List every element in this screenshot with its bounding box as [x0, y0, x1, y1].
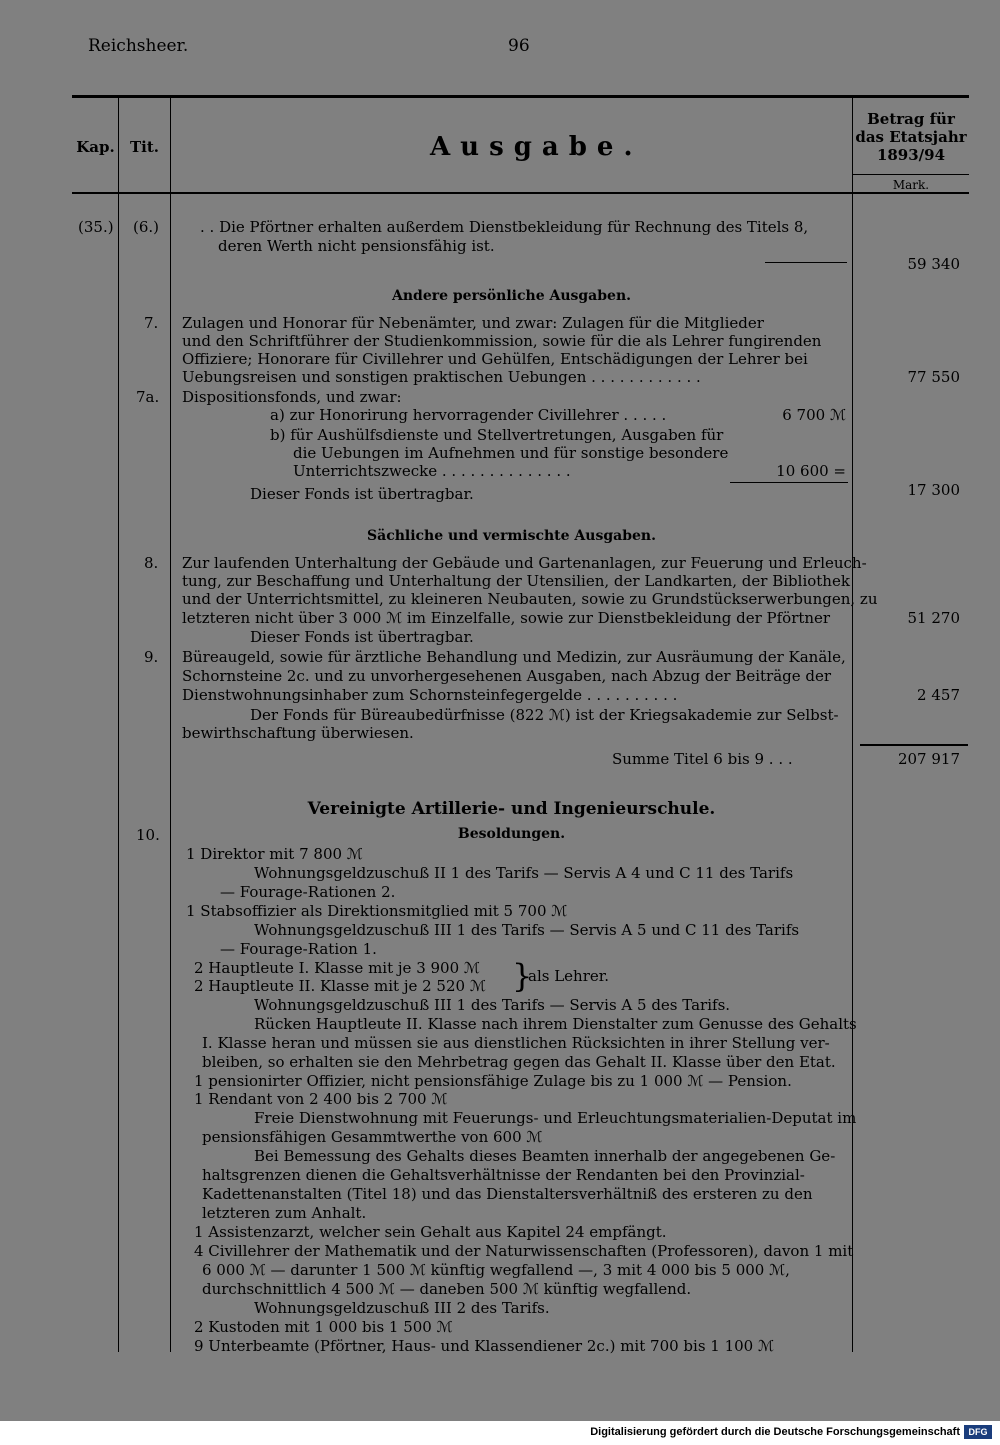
section-subheading: Besoldungen.: [457, 826, 566, 842]
text-line: bleiben, so erhalten sie den Mehrbetrag gegen das Gehalt II. Klasse über den Etat.: [202, 1053, 836, 1071]
table-top-rule: [72, 95, 969, 98]
text-line: Dieser Fonds ist übertragbar.: [250, 485, 474, 503]
text-line: 6 000 ℳ — darunter 1 500 ℳ künftig wegfallend —, 3 mit 4 000 bis 5 000 ℳ,: [202, 1261, 790, 1279]
running-head: Reichsheer.: [88, 36, 189, 56]
text-line: Uebungsreisen und sonstigen praktischen Uebungen . . . . . . . . . . . .: [182, 368, 701, 386]
text-line: 1 Assistenzarzt, welcher sein Gehalt aus Kapitel 24 empfängt.: [194, 1223, 667, 1241]
sub-amount: 10 600 =: [776, 462, 846, 480]
page-number: 96: [508, 36, 530, 56]
text-line: a) zur Honorirung hervorragender Civillehrer . . . . .: [270, 406, 667, 424]
section-heading: Vereinigte Artillerie- und Ingenieurschule.: [307, 799, 716, 819]
text-line: 1 pensionirter Offizier, nicht pensionsfähige Zulage bis zu 1 000 ℳ — Pension.: [194, 1072, 792, 1090]
text-line: Freie Dienstwohnung mit Feuerungs- und Erleuchtungsmaterialien-Deputat im: [254, 1109, 857, 1127]
footer-bar: [0, 1421, 1000, 1445]
header-mark: Mark.: [892, 178, 930, 192]
tit-number: 10.: [136, 826, 160, 844]
sum-label: Summe Titel 6 bis 9 . . .: [612, 750, 793, 768]
text-line: Dieser Fonds ist übertragbar.: [250, 628, 474, 646]
kap-number: (35.): [78, 218, 114, 236]
footer-credit: Digitalisierung gefördert durch die Deutsche Forschungsgemeinschaft: [590, 1426, 960, 1438]
amount: 59 340: [907, 255, 960, 273]
header-betrag-1: Betrag für: [867, 110, 955, 128]
header-ausgabe: Ausgabe.: [430, 132, 643, 162]
text-line: 1 Direktor mit 7 800 ℳ: [186, 845, 363, 863]
text-line: Dispositionsfonds, und zwar:: [182, 388, 402, 406]
column-rule-kap: [118, 97, 119, 1352]
header-betrag-3: 1893/94: [876, 146, 946, 164]
sub-sum-rule: [730, 482, 848, 483]
text-line: b) für Aushülfsdienste und Stellvertretungen, Ausgaben für: [270, 426, 724, 444]
tit-number: 7a.: [136, 388, 160, 406]
text-line: 1 Rendant von 2 400 bis 2 700 ℳ: [194, 1090, 448, 1108]
text-line: durchschnittlich 4 500 ℳ — daneben 500 ℳ künftig wegfallend.: [202, 1280, 692, 1298]
header-kap: Kap.: [76, 138, 115, 156]
sum-rule: [765, 262, 847, 263]
amount: 77 550: [907, 368, 960, 386]
text-line: Offiziere; Honorare für Civillehrer und Gehülfen, Entschädigungen der Lehrer bei: [182, 350, 808, 368]
total-rule: [860, 744, 968, 746]
text-line: 4 Civillehrer der Mathematik und der Naturwissenschaften (Professoren), davon 1 mit: [194, 1242, 854, 1260]
dfg-logo: DFG: [964, 1425, 992, 1439]
text-line: Der Fonds für Büreaubedürfnisse (822 ℳ) ist der Kriegsakademie zur Selbst-: [250, 706, 839, 724]
text-line: Zur laufenden Unterhaltung der Gebäude und Gartenanlagen, zur Feuerung und Erleuch-: [182, 554, 867, 572]
text-line: haltsgrenzen dienen die Gehaltsverhältnisse der Rendanten bei den Provinzial-: [202, 1166, 805, 1184]
text-line: Wohnungsgeldzuschuß III 2 des Tarifs.: [254, 1299, 550, 1317]
sub-amount: 6 700 ℳ: [782, 406, 846, 424]
text-line: Kadettenanstalten (Titel 18) und das Dienstaltersverhältniß des ersteren zu den: [202, 1185, 813, 1203]
text-line: tung, zur Beschaffung und Unterhaltung der Utensilien, der Landkarten, der Bibliothek: [182, 572, 850, 590]
brace: }: [512, 957, 533, 995]
text-line: Unterrichtszwecke . . . . . . . . . . . . . .: [293, 462, 571, 480]
header-tit: Tit.: [129, 138, 159, 156]
text-line: und der Unterrichtsmittel, zu kleineren Neubauten, sowie zu Grundstückserwerbungen, zu: [182, 590, 878, 608]
text-line: I. Klasse heran und müssen sie aus dienstlichen Rücksichten in ihrer Stellung ver-: [202, 1034, 830, 1052]
text-line: letzteren nicht über 3 000 ℳ im Einzelfalle, sowie zur Dienstbekleidung der Pförtner: [182, 609, 831, 627]
text-line: Wohnungsgeldzuschuß II 1 des Tarifs — Servis A 4 und C 11 des Tarifs: [254, 864, 794, 882]
total-amount: 207 917: [897, 750, 960, 768]
text-line: Bei Bemessung des Gehalts dieses Beamten innerhalb der angegebenen Ge-: [254, 1147, 836, 1165]
tit-number: 9.: [144, 648, 159, 666]
tit-number: 7.: [144, 314, 159, 332]
text-line: als Lehrer.: [528, 967, 610, 985]
text-line: 2 Kustoden mit 1 000 bis 1 500 ℳ: [194, 1318, 453, 1336]
text-line: Schornsteine 2c. und zu unvorhergesehenen Ausgaben, nach Abzug der Beiträge der: [182, 667, 832, 685]
text-line: Wohnungsgeldzuschuß III 1 des Tarifs — Servis A 5 und C 11 des Tarifs: [254, 921, 800, 939]
column-rule-betrag: [852, 97, 853, 1352]
text-line: 2 Hauptleute II. Klasse mit je 2 520 ℳ: [194, 977, 486, 995]
section-heading: Sächliche und vermischte Ausgaben.: [367, 528, 656, 544]
table-header-rule: [72, 192, 969, 194]
amount: 2 457: [917, 686, 960, 704]
text-line: . . Die Pförtner erhalten außerdem Dienstbekleidung für Rechnung des Titels 8,: [200, 218, 809, 236]
text-line: 1 Stabsoffizier als Direktionsmitglied mit 5 700 ℳ: [186, 902, 568, 920]
text-line: bewirthschaftung überwiesen.: [182, 724, 414, 742]
amount: 17 300: [907, 481, 960, 499]
section-heading: Andere persönliche Ausgaben.: [391, 288, 632, 304]
text-line: — Fourage-Ration 1.: [220, 940, 377, 958]
text-line: Rücken Hauptleute II. Klasse nach ihrem Dienstalter zum Genusse des Gehalts: [254, 1015, 857, 1033]
amount: 51 270: [907, 609, 960, 627]
text-line: Büreaugeld, sowie für ärztliche Behandlung und Medizin, zur Ausräumung der Kanäle,: [182, 648, 846, 666]
text-line: 2 Hauptleute I. Klasse mit je 3 900 ℳ: [194, 959, 480, 977]
header-betrag-2: das Etatsjahr: [855, 128, 967, 146]
tit-number: 8.: [144, 554, 159, 572]
text-line: die Uebungen im Aufnehmen und für sonstige besondere: [293, 444, 729, 462]
text-line: 9 Unterbeamte (Pförtner, Haus- und Klassendiener 2c.) mit 700 bis 1 100 ℳ: [194, 1337, 775, 1355]
tit-number: (6.): [133, 218, 160, 236]
mark-rule: [852, 174, 969, 175]
text-line: — Fourage-Rationen 2.: [220, 883, 396, 901]
text-line: deren Werth nicht pensionsfähig ist.: [218, 237, 495, 255]
column-rule-tit: [170, 97, 171, 1352]
text-line: Dienstwohnungsinhaber zum Schornsteinfegergelde . . . . . . . . . .: [182, 686, 678, 704]
text-line: Wohnungsgeldzuschuß III 1 des Tarifs — Servis A 5 des Tarifs.: [254, 996, 731, 1014]
text-line: letzteren zum Anhalt.: [202, 1204, 367, 1222]
text-line: Zulagen und Honorar für Nebenämter, und zwar: Zulagen für die Mitglieder: [182, 314, 764, 332]
text-line: pensionsfähigen Gesammtwerthe von 600 ℳ: [202, 1128, 543, 1146]
text-line: und den Schriftführer der Studienkommission, sowie für die als Lehrer fungirenden: [182, 332, 822, 350]
